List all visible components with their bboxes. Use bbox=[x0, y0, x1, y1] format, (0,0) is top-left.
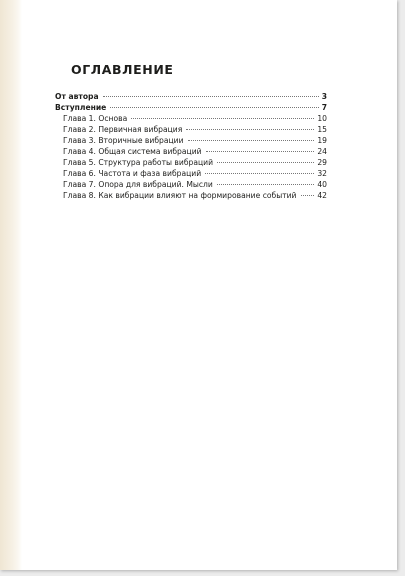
toc-page-number: 32 bbox=[317, 169, 327, 178]
toc-leader-dots bbox=[217, 184, 314, 185]
toc-entry-label: Глава 6. Частота и фаза вибраций bbox=[63, 169, 202, 178]
toc-leader-dots bbox=[186, 129, 314, 130]
toc-entry-label: Глава 8. Как вибрации влияют на формирование событий bbox=[63, 191, 297, 200]
toc-entry-label: От автора bbox=[55, 92, 99, 101]
toc-leader-dots bbox=[131, 118, 314, 119]
toc-entry-chapter-4[interactable] bbox=[55, 146, 327, 157]
toc-entry-chapter-3[interactable] bbox=[55, 135, 327, 146]
toc-leader-dots bbox=[103, 96, 319, 97]
toc-entry-label: Глава 5. Структура работы вибраций bbox=[63, 158, 214, 167]
toc-entry-chapter-7[interactable] bbox=[55, 179, 327, 190]
toc-page-number: 19 bbox=[317, 136, 327, 145]
toc-leader-dots bbox=[301, 195, 315, 196]
toc-entry-chapter-1[interactable] bbox=[55, 113, 327, 124]
toc-page-number: 3 bbox=[321, 92, 327, 101]
toc-entry-label: Вступление bbox=[55, 103, 107, 112]
toc-entry-label: Глава 7. Опора для вибраций. Мысли bbox=[63, 180, 213, 189]
toc-leader-dots bbox=[110, 107, 318, 108]
toc-leader-dots bbox=[206, 151, 315, 152]
toc-page-number: 10 bbox=[317, 114, 327, 123]
toc-entry-chapter-2[interactable] bbox=[55, 124, 327, 135]
toc-entry-preface[interactable] bbox=[55, 91, 327, 102]
toc-page-number: 42 bbox=[317, 191, 327, 200]
toc-leader-dots bbox=[205, 173, 314, 174]
toc-entry-chapter-6[interactable] bbox=[55, 168, 327, 179]
toc-page-number: 24 bbox=[317, 147, 327, 156]
toc-entry-label: Глава 2. Первичная вибрация bbox=[63, 125, 183, 134]
toc-entry-introduction[interactable] bbox=[55, 102, 327, 113]
toc-leader-dots bbox=[188, 140, 315, 141]
toc-entry-label: Глава 4. Общая система вибраций bbox=[63, 147, 202, 156]
page-title: ОГЛАВЛЕНИЕ bbox=[71, 62, 174, 77]
toc-page-number: 7 bbox=[321, 103, 327, 112]
toc-page-number: 29 bbox=[317, 158, 327, 167]
toc-entry-label: Глава 3. Вторичные вибрации bbox=[63, 136, 184, 145]
toc-leader-dots bbox=[217, 162, 314, 163]
toc-page-number: 40 bbox=[317, 180, 327, 189]
toc-page-number: 15 bbox=[317, 125, 327, 134]
toc-entry-chapter-8[interactable] bbox=[55, 190, 327, 201]
toc-entry-chapter-5[interactable] bbox=[55, 157, 327, 168]
table-of-contents bbox=[55, 91, 327, 201]
toc-entry-label: Глава 1. Основа bbox=[63, 114, 128, 123]
page-spine-shadow bbox=[0, 0, 22, 570]
